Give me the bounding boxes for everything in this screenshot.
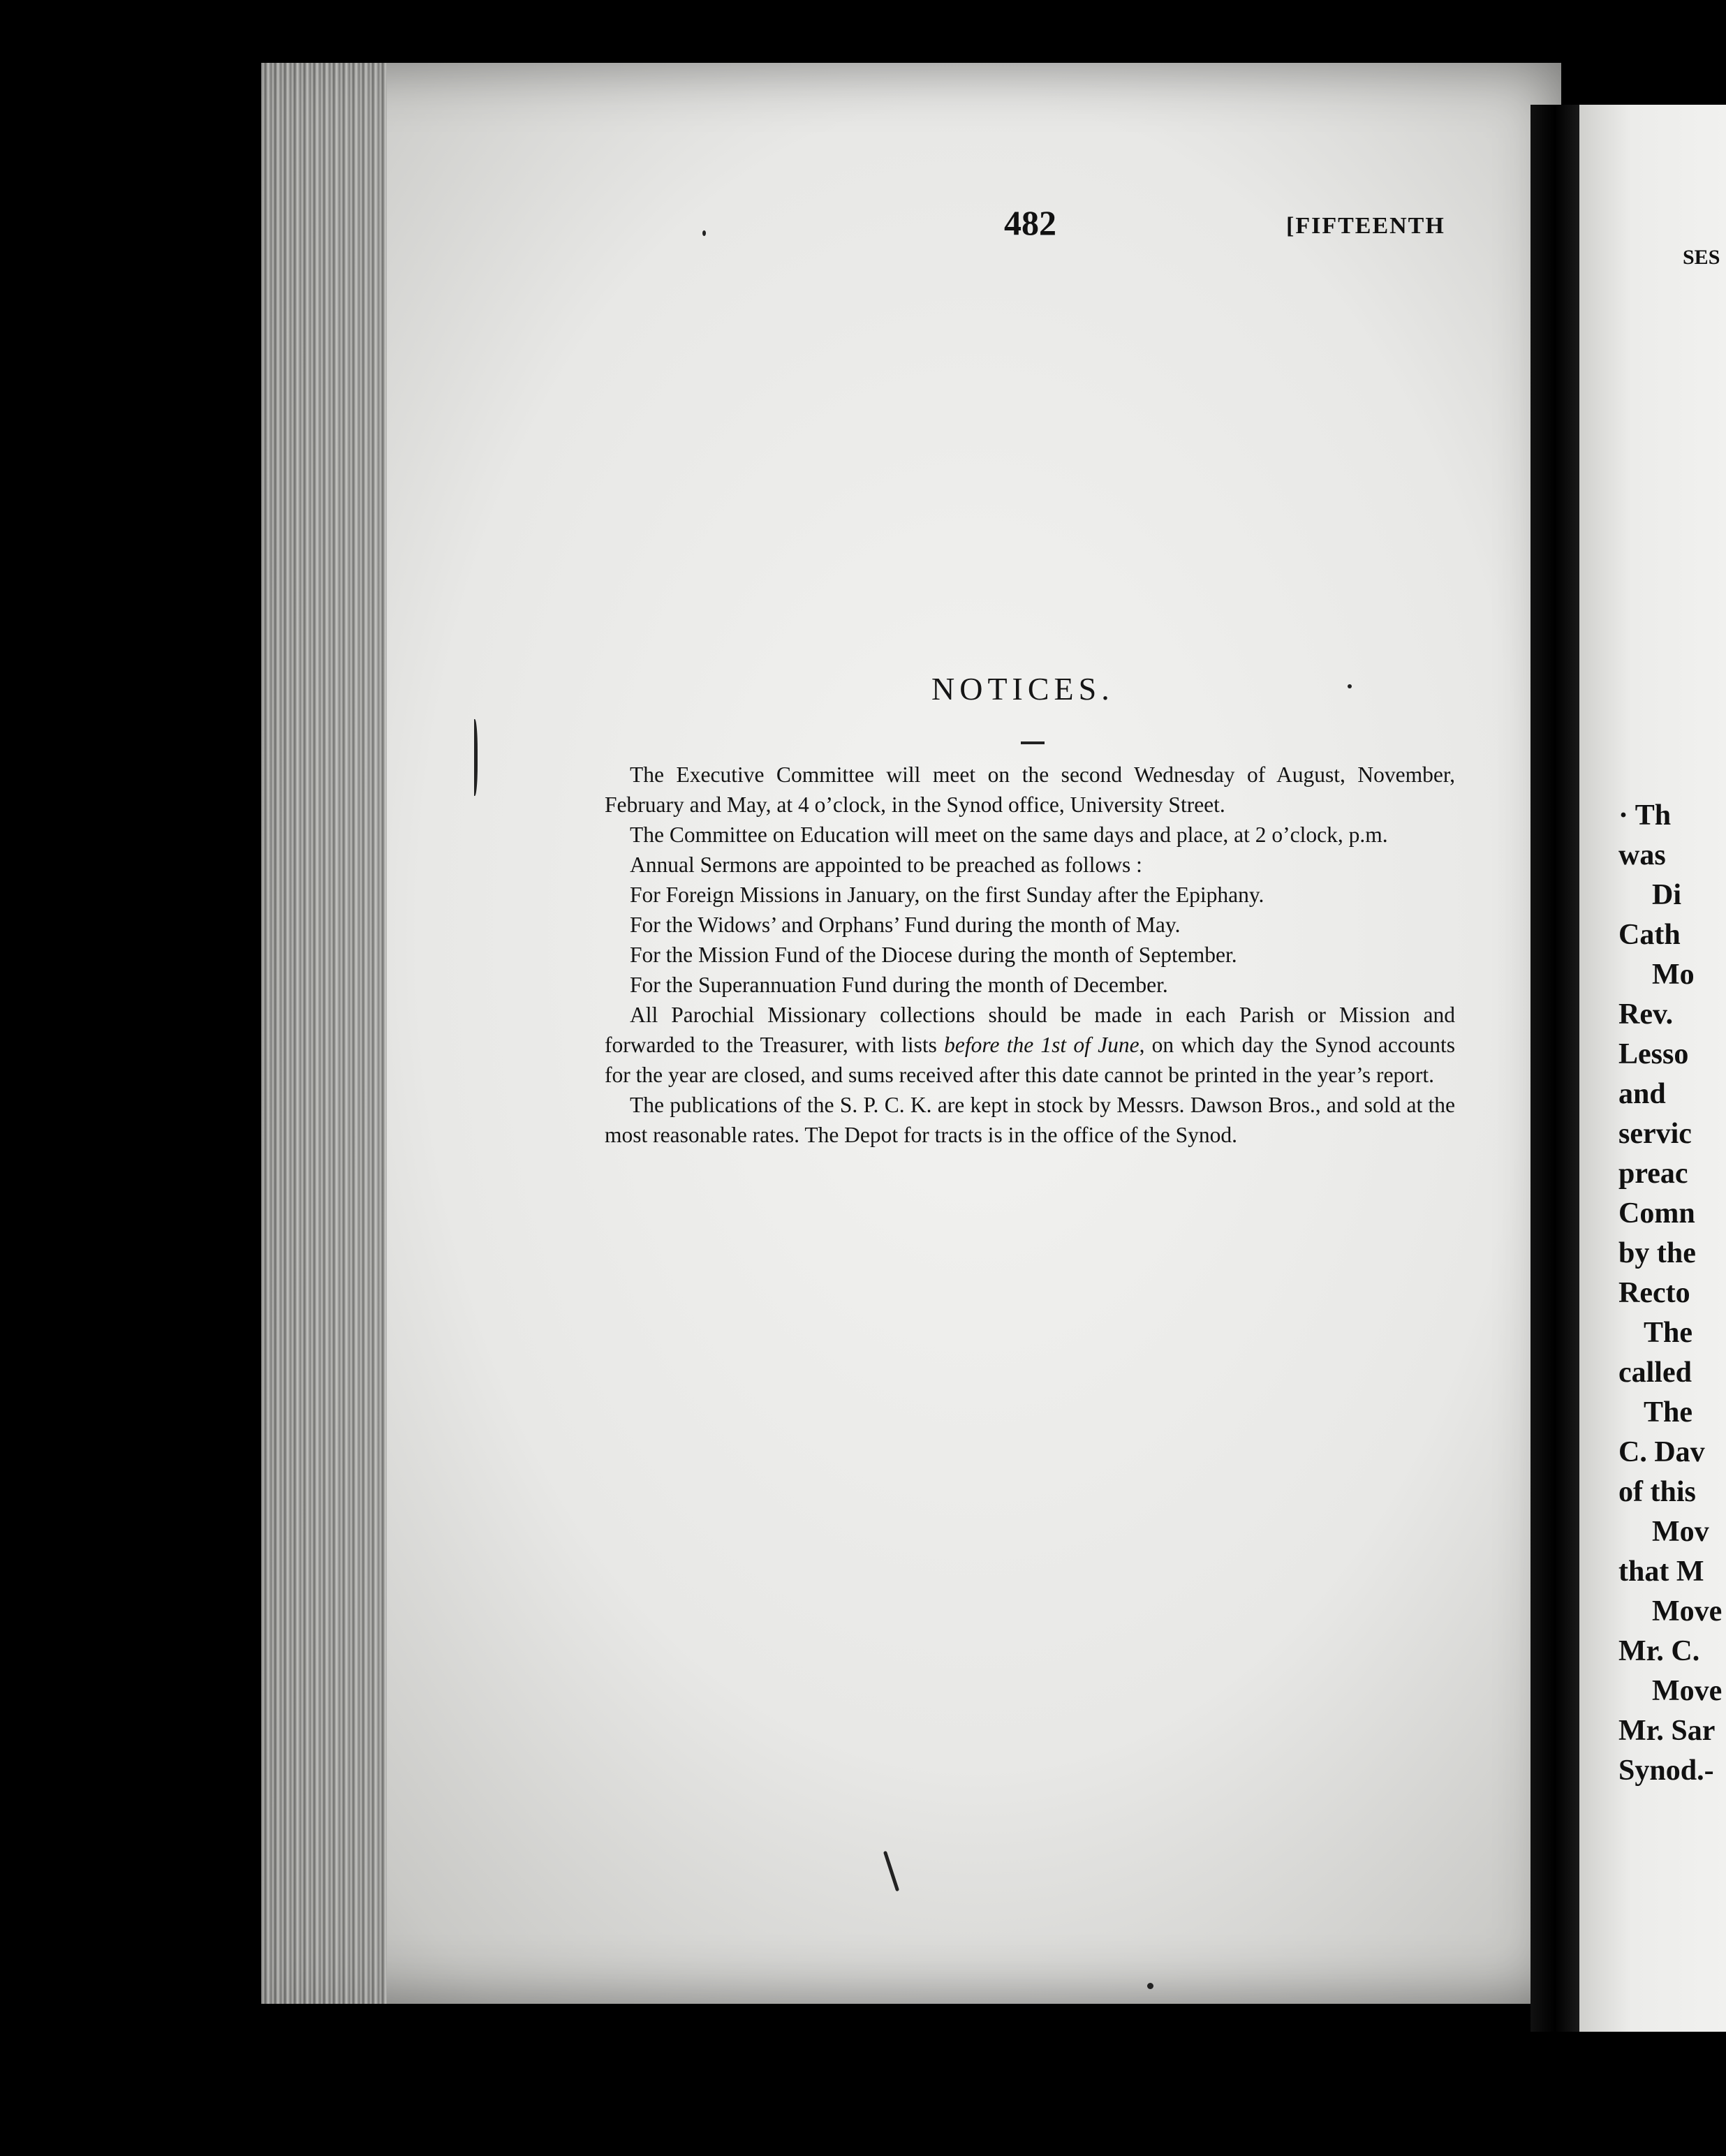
right-page-text (1618, 796, 1726, 1791)
notices-title: NOTICES. (931, 671, 1114, 707)
right-line: The (1644, 1317, 1693, 1349)
right-line: Cath (1618, 919, 1681, 951)
superannuation-sermon: For the Superannuation Fund during the month of December. (630, 973, 1168, 997)
collections-deadline: before the 1st of June (944, 1033, 1139, 1057)
publications-notice: The publications of the S. P. C. K. are kept in stock by Messrs. Dawson Bros., and sold at the most reasonable rates. The Depot for tracts is in the office of the Synod. (605, 1093, 1455, 1147)
collections-notice (605, 1000, 1455, 1090)
right-line: Mov (1652, 1516, 1709, 1548)
right-line: by the (1618, 1237, 1696, 1269)
title-rule (1021, 741, 1045, 744)
right-line: Mr. Sar (1618, 1715, 1716, 1747)
right-line: · Th (1618, 799, 1672, 832)
notices-body (605, 760, 1455, 1150)
mission-fund-sermon: For the Mission Fund of the Diocese during the month of September. (630, 943, 1237, 967)
right-line: C. Dav (1618, 1436, 1705, 1468)
ink-speck (1348, 684, 1352, 688)
page-number: 482 (1004, 203, 1056, 242)
book-gutter (1530, 105, 1579, 2032)
right-line: called (1618, 1357, 1692, 1389)
right-line: that M (1618, 1556, 1704, 1588)
right-line: Synod.- (1618, 1755, 1714, 1787)
right-line: Di (1652, 879, 1681, 911)
right-line: Recto (1618, 1277, 1690, 1309)
right-running-head: SES (1683, 246, 1720, 269)
ink-speck (1147, 1983, 1153, 1989)
ink-speck (702, 230, 706, 236)
annual-sermons-notice: Annual Sermons are appointed to be preached as follows : (630, 852, 1142, 877)
right-line: Mr. C. (1618, 1635, 1700, 1667)
right-line: of this (1618, 1476, 1696, 1508)
right-line: Rev. (1618, 998, 1674, 1031)
right-line: Comn (1618, 1197, 1695, 1230)
right-line: Lesso (1618, 1038, 1689, 1070)
education-committee-notice: The Committee on Education will meet on the same days and place, at 2 o’clock, p.m. (630, 822, 1388, 847)
section-heading: [FIFTEENTH (1286, 213, 1445, 239)
right-line: Mo (1652, 959, 1695, 991)
executive-committee-notice: The Executive Committee will meet on the second Wednesday of August, November, February and May, at 4 o’clock, in the Synod office, University Street. (605, 762, 1455, 817)
right-line: and (1618, 1078, 1666, 1110)
ink-speck (471, 719, 478, 796)
right-line: servic (1618, 1118, 1692, 1150)
foreign-missions-sermon: For Foreign Missions in January, on the first Sunday after the Epiphany. (630, 883, 1264, 907)
right-line: was (1618, 839, 1666, 871)
collections-text-before: All Parochial Missionary collections should be made in each Parish or Mission and forwarded to the Treasurer, with lists (605, 1003, 1455, 1057)
right-line: The (1644, 1396, 1693, 1428)
right-line: Move (1652, 1675, 1723, 1707)
right-line: Move (1652, 1595, 1723, 1627)
widows-orphans-sermon: For the Widows’ and Orphans’ Fund during the month of May. (630, 913, 1181, 937)
page-edges (261, 63, 387, 2004)
right-line: preac (1618, 1158, 1688, 1190)
collections-text-after: , on which day the Synod accounts for the year are closed, and sums received after this date cannot be printed in the year’s report. (605, 1033, 1455, 1087)
